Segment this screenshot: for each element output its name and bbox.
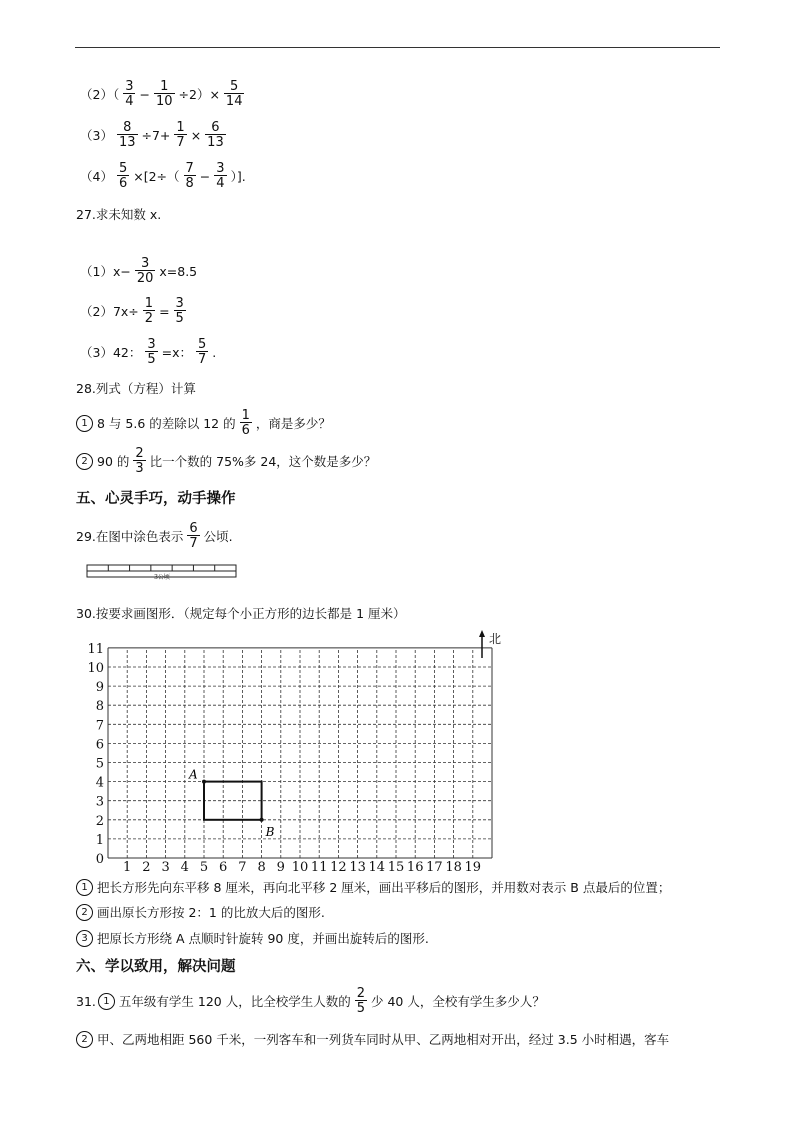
circled-number: 1 — [76, 879, 93, 896]
fraction: $\frac{3}{5}$ — [175, 296, 184, 326]
north-label: 北 — [489, 632, 502, 646]
x-tick-label: 13 — [349, 860, 366, 872]
operator: x=8.5 — [159, 263, 198, 279]
x-tick-label: 2 — [142, 860, 151, 872]
circled-number: 1 — [76, 415, 93, 432]
circled-number: 1 — [98, 993, 115, 1010]
question-text: 比一个数的 75%多 24，这个数是多少？ — [149, 454, 377, 469]
x-tick-label: 10 — [291, 860, 309, 872]
q28-title: 28.列式（方程）计算 — [76, 381, 196, 396]
y-tick-label: 9 — [95, 680, 104, 696]
operator: ÷2）× — [178, 87, 220, 102]
q27-item-2 — [80, 297, 188, 325]
y-tick-label: 5 — [95, 756, 104, 772]
instruction-text: 把长方形先向东平移 8 厘米，再向北平移 2 厘米，画出平移后的图形，并用数对表示 B 点最后的位置； — [97, 880, 671, 895]
question-text: ，商是多少？ — [255, 416, 331, 431]
original-rectangle — [204, 782, 262, 820]
operator: − — [139, 86, 150, 102]
fraction: $\frac{3}{5}$ — [147, 337, 156, 367]
item-label: （1）x− — [80, 264, 131, 279]
x-tick-label: 7 — [238, 860, 247, 872]
fraction: $\frac{3}{4}$ — [216, 161, 225, 191]
q27-item-3 — [80, 338, 216, 366]
q30-instruction-1 — [76, 878, 670, 896]
x-tick-label: 14 — [368, 860, 386, 872]
fraction: $\frac{1}{10}$ — [155, 79, 173, 109]
question-number: 31. — [76, 993, 96, 1009]
x-tick-label: 12 — [330, 860, 347, 872]
circled-number: 2 — [76, 1031, 93, 1048]
x-tick-label: 15 — [387, 860, 405, 872]
y-tick-label: 1 — [95, 832, 104, 848]
item-label: （2）（ — [80, 87, 120, 102]
y-tick-label: 3 — [95, 794, 104, 810]
q30-instruction-2 — [76, 903, 325, 921]
y-tick-label: 10 — [87, 661, 104, 676]
question-text: 五年级有学生 120 人，比全校学生人数的 — [118, 994, 351, 1009]
fraction: $\frac{7}{8}$ — [185, 161, 194, 191]
x-tick-label: 18 — [445, 860, 462, 872]
x-tick-label: 5 — [199, 860, 209, 872]
item-label: （4） — [80, 169, 113, 184]
operator: ÷7+ — [141, 127, 171, 143]
bar-label: 3公顷 — [154, 574, 170, 581]
x-tick-label: 4 — [180, 860, 189, 872]
y-tick-label: 4 — [95, 775, 104, 791]
operator: ×[2÷（ — [133, 169, 180, 184]
q26-item-3 — [80, 121, 228, 149]
point-a-label: A — [189, 767, 198, 782]
fraction: $\frac{6}{13}$ — [207, 120, 224, 150]
circled-number: 2 — [76, 453, 93, 470]
circled-number: 2 — [76, 904, 93, 921]
operator: = — [159, 303, 170, 319]
q29 — [76, 522, 233, 550]
fraction: $\frac{5}{7}$ — [198, 337, 207, 367]
fraction: $\frac{1}{7}$ — [176, 120, 185, 150]
q30-title: 30.按要求画图形．（规定每个小正方形的边长都是 1 厘米） — [76, 606, 406, 621]
fraction: $\frac{1}{2}$ — [144, 296, 154, 326]
operator: ）]. — [230, 169, 246, 184]
y-tick-label: 11 — [87, 641, 104, 657]
y-tick-label: 8 — [95, 699, 104, 715]
q30-instruction-3 — [76, 929, 429, 947]
x-tick-label: 1 — [123, 860, 132, 872]
section-6-heading: 六、学以致用，解决问题 — [76, 959, 236, 975]
coordinate-grid — [75, 626, 545, 872]
fraction: $\frac{8}{13}$ — [118, 120, 136, 150]
q31-item-2 — [76, 1030, 669, 1048]
y-tick-label: 0 — [95, 852, 104, 867]
x-tick-label: 6 — [219, 860, 228, 872]
q28-item-1 — [76, 409, 331, 437]
x-tick-label: 3 — [161, 860, 170, 872]
q26-item-2 — [80, 80, 246, 108]
fraction: $\frac{5}{6}$ — [118, 161, 128, 191]
y-tick-label: 7 — [95, 718, 104, 734]
x-tick-label: 8 — [257, 860, 266, 872]
q27-title: 27.求未知数 x. — [76, 207, 162, 222]
fraction: $\frac{3}{4}$ — [125, 79, 134, 109]
question-text: 少 40 人，全校有学生多少人？ — [370, 994, 545, 1009]
q27-item-1 — [80, 257, 197, 285]
operator: − — [199, 168, 211, 184]
y-tick-label: 2 — [95, 813, 104, 829]
instruction-text: 画出原长方形按 2：1 的比放大后的图形. — [97, 905, 325, 920]
q28-item-2 — [76, 447, 376, 475]
point-b-label: B — [265, 824, 275, 839]
section-5-heading: 五、心灵手巧，动手操作 — [76, 491, 236, 507]
arrow-up-icon — [479, 630, 485, 637]
header-rule — [75, 47, 720, 48]
point-b-dot — [260, 818, 264, 822]
fraction: $\frac{2}{3}$ — [135, 446, 144, 476]
y-tick-label: 6 — [95, 737, 104, 753]
item-label: （3）42： — [80, 345, 142, 360]
point-a-dot — [202, 780, 206, 784]
circled-number: 3 — [76, 930, 93, 947]
fraction: $\frac{5}{14}$ — [225, 79, 243, 109]
q26-item-4 — [80, 162, 246, 190]
grid-lines — [108, 648, 492, 858]
hectare-bar — [86, 561, 238, 583]
north-arrow — [476, 628, 510, 660]
fraction: $\frac{2}{5}$ — [356, 986, 365, 1016]
operator: =x： — [161, 345, 193, 360]
fraction: $\frac{6}{7}$ — [189, 521, 198, 551]
x-tick-label: 17 — [426, 860, 443, 872]
question-text: 90 的 — [97, 454, 130, 469]
x-tick-label: 16 — [406, 860, 424, 872]
x-tick-label: 9 — [276, 860, 285, 872]
question-text: 29.在图中涂色表示 — [76, 529, 184, 544]
instruction-text: 把原长方形绕 A 点顺时针旋转 90 度，并画出旋转后的图形. — [97, 931, 429, 946]
operator: × — [190, 127, 202, 143]
q31-item-1 — [76, 987, 545, 1015]
fraction: $\frac{3}{20}$ — [136, 256, 154, 286]
question-text: 公顷. — [203, 529, 233, 544]
operator: . — [212, 344, 217, 360]
fraction: $\frac{1}{6}$ — [241, 408, 250, 438]
question-text: 甲、乙两地相距 560 千米，一列客车和一列货车同时从甲、乙两地相对开出，经过 3.5 小时相遇，客车 — [97, 1032, 670, 1047]
item-label: （2）7x÷ — [80, 304, 139, 319]
item-label: （3） — [80, 128, 113, 143]
x-tick-label: 11 — [310, 860, 328, 872]
x-tick-label: 19 — [464, 860, 482, 872]
question-text: 8 与 5.6 的差除以 12 的 — [97, 416, 236, 431]
